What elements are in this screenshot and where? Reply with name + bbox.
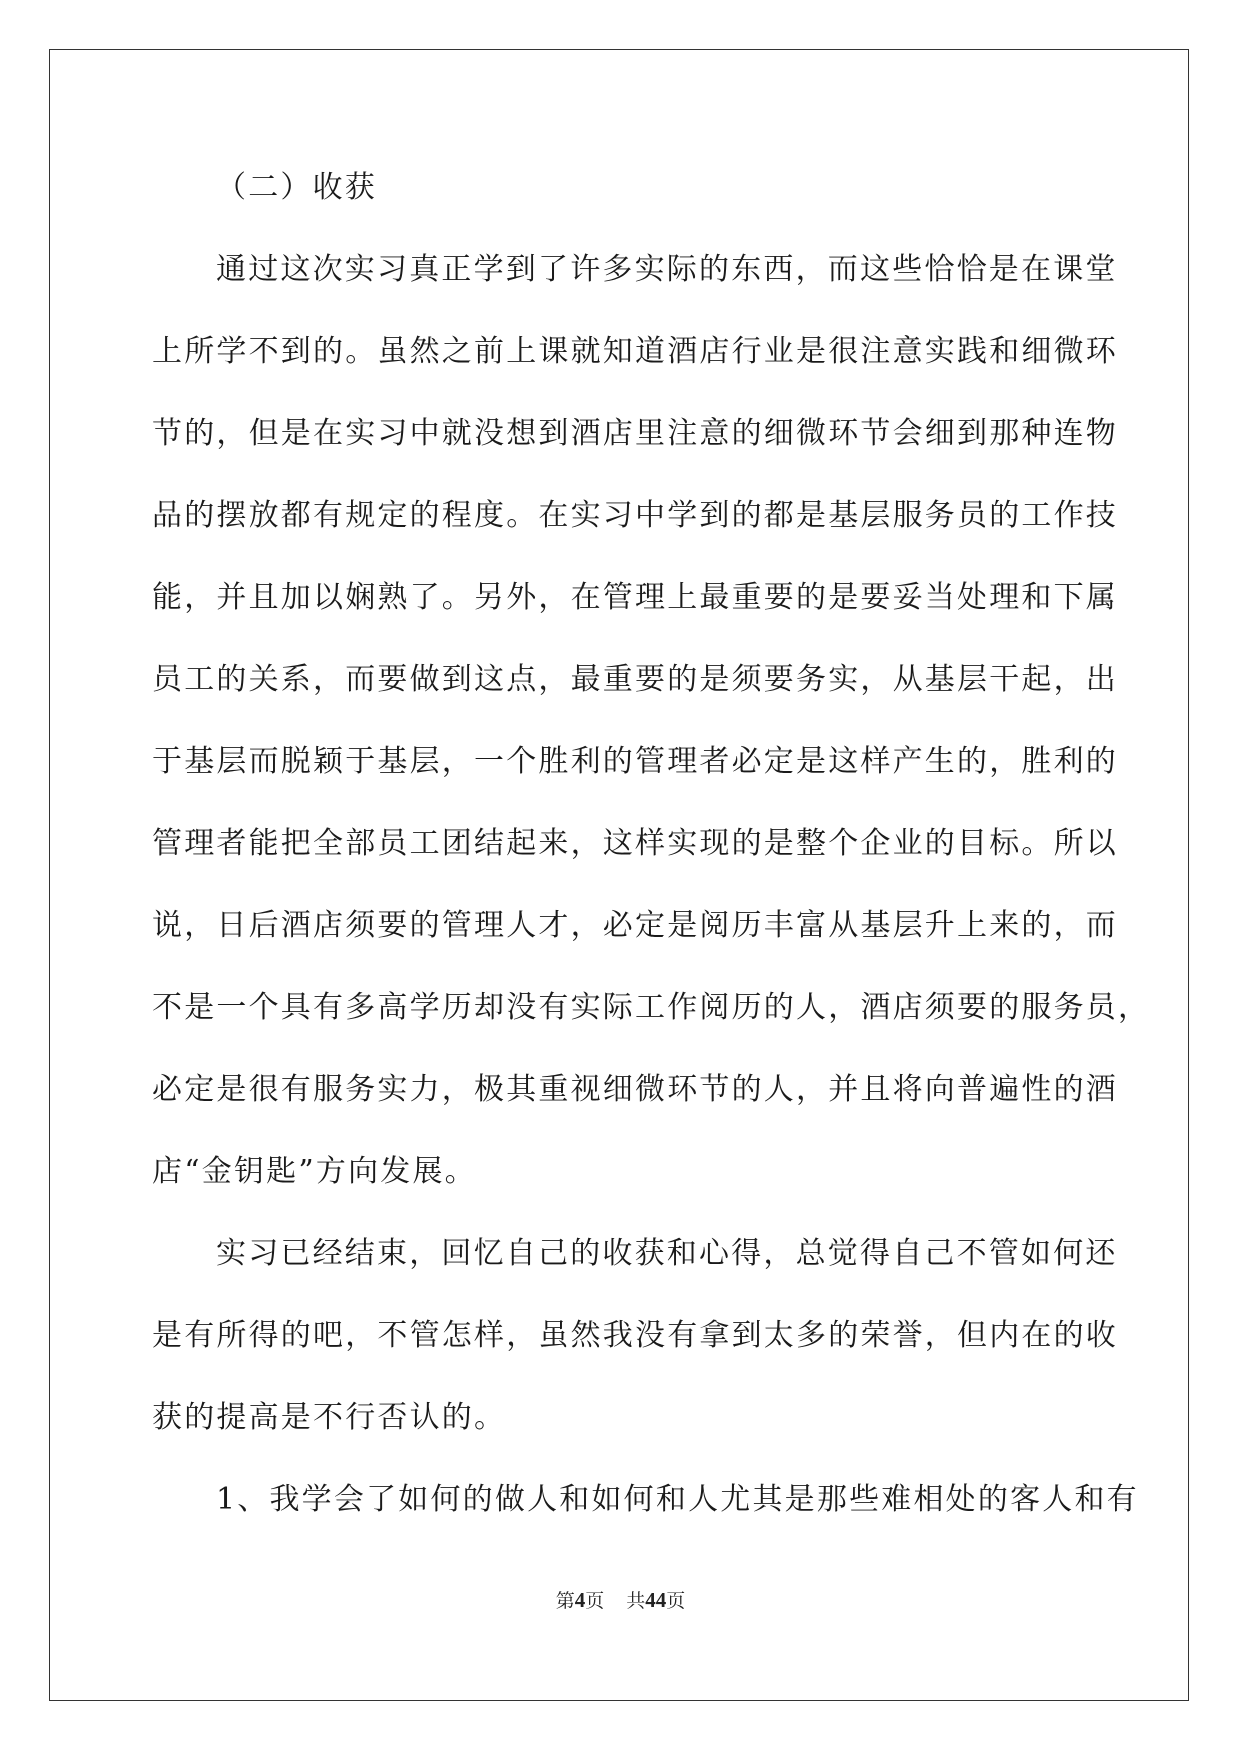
paragraph-line: 管理者能把全部员工团结起来，这样实现的是整个企业的目标。所以 xyxy=(152,826,1118,861)
page-footer xyxy=(0,1586,1241,1613)
paragraph-line: 于基层而脱颖于基层，一个胜利的管理者必定是这样产生的，胜利的 xyxy=(152,744,1118,779)
paragraph-line: 店“金钥匙”方向发展。 xyxy=(152,1154,477,1189)
paragraph-line: 是有所得的吧，不管怎样，虽然我没有拿到太多的荣誉，但内在的收 xyxy=(152,1318,1118,1353)
paragraph-line: 节的，但是在实习中就没想到酒店里注意的细微环节会细到那种连物 xyxy=(152,416,1118,451)
paragraph-line: 员工的关系，而要做到这点，最重要的是须要务实，从基层干起，出 xyxy=(152,662,1118,697)
total-prefix: 共 xyxy=(626,1590,646,1612)
section-heading: （二）收获 xyxy=(216,170,377,205)
paragraph-line: 能，并且加以娴熟了。另外，在管理上最重要的是要妥当处理和下属 xyxy=(152,580,1118,615)
paragraph-line: 品的摆放都有规定的程度。在实习中学到的都是基层服务员的工作技 xyxy=(152,498,1118,533)
document-body xyxy=(152,160,1151,1554)
current-page-number: 4 xyxy=(574,1588,586,1612)
numbered-item-line: 1、我学会了如何的做人和如何和人尤其是那些难相处的客人和有 xyxy=(216,1482,1139,1517)
paragraph-line: 必定是很有服务实力，极其重视细微环节的人，并且将向普遍性的酒 xyxy=(152,1072,1118,1107)
total-suffix: 页 xyxy=(666,1590,686,1612)
paragraph-line: 通过这次实习真正学到了许多实际的东西，而这些恰恰是在课堂 xyxy=(216,252,1118,287)
paragraph-line: 获的提高是不行否认的。 xyxy=(152,1400,507,1435)
total-page-count: 44 xyxy=(645,1588,667,1612)
page-suffix: 页 xyxy=(585,1590,605,1612)
page-prefix: 第 xyxy=(555,1590,575,1612)
paragraph-line: 说，日后酒店须要的管理人才，必定是阅历丰富从基层升上来的，而 xyxy=(152,908,1118,943)
paragraph-line: 实习已经结束，回忆自己的收获和心得，总觉得自己不管如何还 xyxy=(216,1236,1118,1271)
paragraph-line: 上所学不到的。虽然之前上课就知道酒店行业是很注意实践和细微环 xyxy=(152,334,1118,369)
paragraph-line: 不是一个具有多高学历却没有实际工作阅历的人，酒店须要的服务员， xyxy=(152,990,1151,1025)
